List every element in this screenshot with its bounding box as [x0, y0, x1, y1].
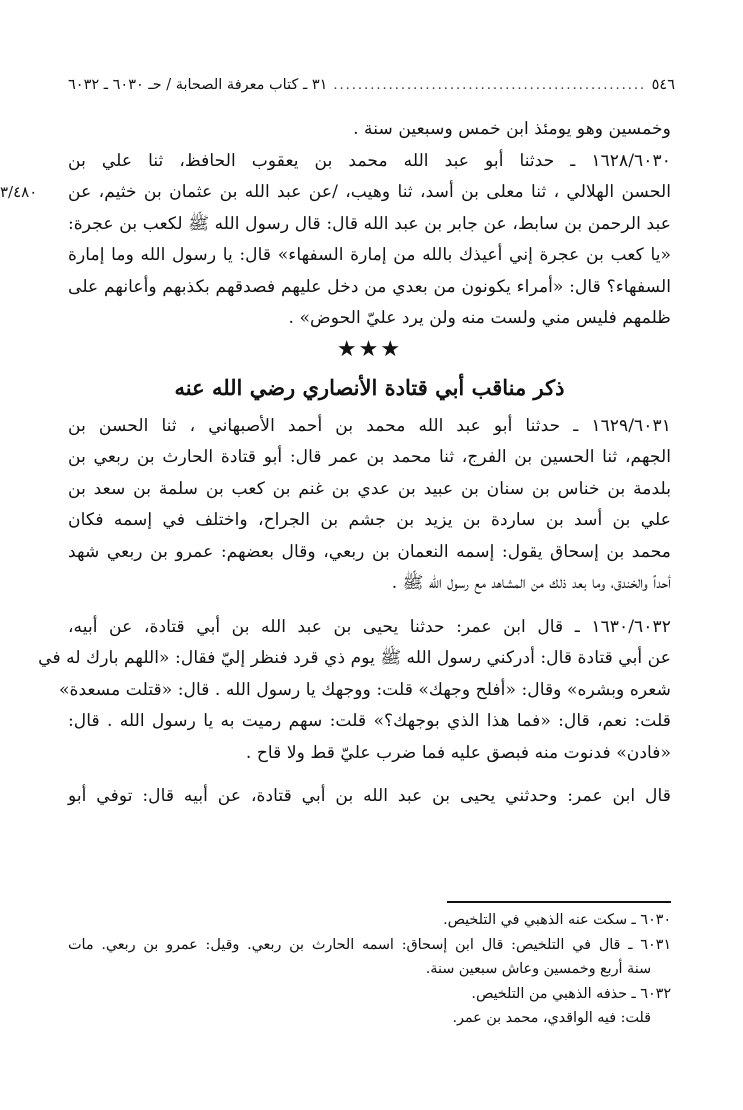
hadith-6032-start: ١٦٣٠/٦٠٣٢ ـ قال ابن عمر: حدثنا يحيى بن عبد الله بن أبي قتادة، عن أبيه،	[68, 616, 671, 637]
text-line: أحداً والخندق، وما بعد ذلك من المشاهد مع رسول الله ﷺ .	[391, 573, 671, 593]
footnotes	[68, 908, 671, 1031]
section-heading: ذكر مناقب أبي قتادة الأنصاري رضي الله عنه	[174, 374, 565, 400]
section-divider-stars: ★★★	[336, 336, 403, 362]
text-line: ظلمهم فليس مني ولست منه ولن يرد عليّ الحوض» .	[288, 308, 671, 328]
leader-dots	[333, 78, 645, 93]
text-line: الحسن الهلالي ، ثنا معلى بن أسد، ثنا وهيب، /عن عبد الله بن عثمان بن خثيم، عن ٣/٤٨٠	[68, 177, 671, 209]
text-line: عبد الرحمن بن سابط، عن جابر بن عبد الله قال: قال رسول الله ﷺ لكعب بن عجرة:	[68, 213, 671, 234]
running-header	[68, 74, 675, 96]
page-number: ٥٤٦	[651, 77, 675, 93]
text-line: علي بن أسد بن ساردة بن يزيد بن جشم بن الجراح، واختلف في إسمه فكان	[68, 510, 671, 530]
text-line: بلدمة بن خناس بن سنان بن عبيد بن عدي بن غنم بن كعب بن سلمة بن سعد بن	[68, 478, 671, 499]
footnote-6032-note: قلت: فيه الواقدي، محمد بن عمر.	[452, 1010, 651, 1026]
running-title: ٣١ ـ كتاب معرفة الصحابة / حـ ٦٠٣٠ ـ ٦٠٣٢	[68, 77, 328, 93]
text-line: شعره وبشره» وقال: «أفلح وجهك» قلت: ووجهك يا رسول الله . قال: «قتلت مسعدة»	[58, 679, 671, 700]
text-line: قال ابن عمر: وحدثني يحيى بن عبد الله بن أبي قتادة، عن أبيه قال: توفي أبو	[68, 786, 671, 806]
footnote-6032: ٦٠٣٢ ـ حذفه الذهبي من التلخيص.	[471, 985, 671, 1002]
text-line: عن أبي قتادة قال: أدركني رسول الله ﷺ يوم ذي قرد فنظر إليّ فقال: «اللهم بارك له في	[38, 648, 671, 668]
text-line: «فادن» فدنوت منه فبصق عليه فما ضرب عليّ قط ولا قاح .	[245, 742, 671, 763]
hadith-6031-start: ١٦٢٩/٦٠٣١ ـ حدثنا أبو عبد الله محمد بن أحمد الأصبهاني ، ثنا الحسن بن	[68, 415, 671, 436]
text-line: الجهم، ثنا الحسين بن الفرج، ثنا محمد بن عمر قال: أبو قتادة الحارث بن ربعي بن	[68, 447, 671, 467]
text-line: وخمسين وهو يومئذ ابن خمس وسبعين سنة .	[353, 119, 671, 139]
body-text	[0, 114, 671, 813]
footnote-6030: ٦٠٣٠ ـ سكت عنه الذهبي في التلخيص.	[443, 912, 671, 928]
text-line: محمد بن إسحاق يقول: إسمه النعمان بن ربعي، وقال بعضهم: عمرو بن ربعي شهد	[68, 541, 671, 562]
text-line: «يا كعب بن عجرة إني أعيذك بالله من إمارة السفهاء» قال: يا رسول الله وما إمارة	[68, 245, 671, 265]
text-line: قلت: نعم، قال: «فما هذا الذي بوجهك؟» قلت: سهم رميت به يا رسول الله . قال:	[68, 711, 671, 731]
text-line: السفهاء؟ قال: «أمراء يكونون من بعدي من دخل عليهم فصدقهم بكذبهم وأعانهم على	[68, 276, 671, 297]
hadith-6030-start: ١٦٢٨/٦٠٣٠ ـ حدثنا أبو عبد الله محمد بن يعقوب الحافظ، ثنا علي بن	[68, 150, 671, 171]
footnote-6031-cont: سنة أربع وخمسين وعاش سبعين سنة.	[425, 961, 651, 977]
footnote-6031: ٦٠٣١ ـ قال في التلخيص: قال ابن إسحاق: اسمه الحارث بن ربعي. وقيل: عمرو بن ربعي. مات	[68, 936, 671, 953]
margin-reference: ٣/٤٨٠	[0, 183, 38, 201]
footnote-separator	[447, 901, 671, 903]
